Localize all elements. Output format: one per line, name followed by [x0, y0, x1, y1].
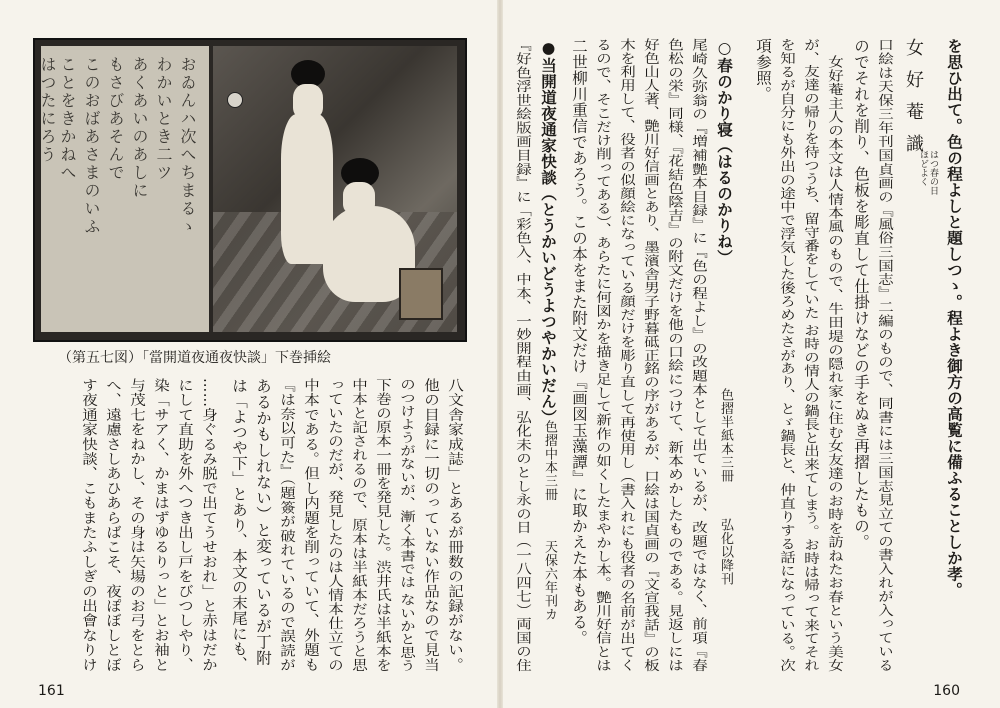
- calligraphy-line: ことをきかねへ: [58, 56, 77, 182]
- text-line: ……身ぐるみ脱で出てうせおれ」と赤はだか: [200, 378, 218, 672]
- text-line: 項参照。: [754, 38, 772, 102]
- text-line: 木を利用して、役者の似顔絵になっている顔だけを彫り直して再使用し（書入れにも役者の名前が出てく: [618, 38, 636, 672]
- text-line: 口絵は天保三年刊国貞画の『風俗三国志』二編のもので、同書には三国志見立ての書入れが入っている: [876, 38, 894, 672]
- figure-head: [293, 84, 323, 118]
- preface-signature: 女好菴識: [903, 38, 924, 166]
- ruby-annotation: はつ春の日: [928, 150, 938, 195]
- text-line: 『好色浮世絵版画目録』に「彩色入、中本、一妙開程由画、弘化未のとし永の日（一八四七）両国の住: [514, 38, 532, 672]
- section-heading: ○春のかり寝（はるのかりね）: [715, 38, 734, 266]
- text-line: のつけようがないが、漸く本書では ないかと思う: [398, 378, 416, 672]
- wooden-bucket: [399, 268, 443, 320]
- text-line: 下巻の原本一冊を発見した。渋井氏は半紙本を: [374, 378, 392, 672]
- illustration-text-panel: [38, 46, 209, 332]
- calligraphy-line: わかいとき二ツ: [154, 56, 173, 182]
- text-line: 二世柳川重信であろう。この本をまた附文だけ『画図玉藻譚』に取かえた本もある。: [570, 38, 588, 646]
- book-gutter: [497, 0, 503, 708]
- text-line: を思ひ出て。色の程よしと題しつゝ。程よき御方の高覧に備ふることしか孝。: [945, 38, 964, 598]
- text-line: 与茂七をねかし、その身は矢場のお弓をとら: [128, 378, 146, 672]
- figure-caption: （第五七図）「當開道夜通夜快談」下巻挿絵: [58, 350, 331, 366]
- circle-mark: [227, 92, 243, 108]
- text-line: 染「サアく、かまはずゆるりっと」とお袖と: [152, 378, 170, 672]
- text-line: 尾崎久弥翁の『増補艶本目録』に『色の程よし』の改題本として出ているが、改題ではなく、前項『春: [690, 38, 708, 672]
- text-line: す夜通家快談、こもまたふしぎの出會なりけ: [80, 378, 98, 672]
- calligraphy-line: もさびあそんで: [106, 56, 125, 182]
- text-line: 中本と記されるので、原本は半紙本だろうと思: [350, 378, 368, 672]
- text-line: あるかもしれない）と変っているが丁附: [254, 378, 272, 666]
- text-line: のでそれを削り、色板を彫直して仕掛けなどの手をぬき再摺したもの。: [852, 38, 870, 550]
- text-line: にして直助を外へつき出し戸をびつしやり、: [176, 378, 194, 672]
- text-line: は「よつや下」とあり、本文の末尾にも、: [230, 378, 248, 672]
- page-number: 161: [38, 683, 65, 699]
- calligraphy-line: あくあいのあしに: [130, 56, 149, 200]
- text-line: 好色山人著、艶川好信画とあり、墨濱舎男子野暮砥正銘の序があるが、口絵は国貞画の『文宣我話』の板: [642, 38, 660, 672]
- text-line: るので、そこだけ削ってある）、あらたに何図かを描き足して新作の如くしたまやかし本。艶川好信とは: [594, 38, 612, 672]
- book-format: 色摺中本三冊: [542, 420, 557, 501]
- text-line: を知るが自分にも外出の途中で浮気した後ろめたさがあり、とゞ鍋長と、仲直りする話になっている。次: [778, 38, 796, 672]
- calligraphy-line: はつたにろう: [38, 56, 57, 164]
- woodblock-illustration: [33, 38, 467, 342]
- book-format: 色摺半紙本三冊: [718, 388, 733, 483]
- text-line: 他の目録に一切のっていない作品なので見当: [422, 378, 440, 672]
- text-line: 女好菴主人の本文は人情本風のもので、牛田堤の隠れ家に住む女友達のお時を訪ねたお春という美女: [826, 55, 844, 672]
- text-line: 『は奈以可た』（題簽が破れているので誤読が: [278, 378, 296, 672]
- calligraphy-line: このおばあさまのいふ: [82, 56, 101, 236]
- calligraphy-line: おゐんハ次へちまるゝ: [178, 56, 197, 236]
- publication-date: 弘化以降刊: [718, 518, 733, 586]
- text-line: へ、遠慮さしあひあらばこそ、夜ぽぼしとぼ: [104, 378, 122, 672]
- ruby-annotation: ほどよく: [918, 150, 928, 186]
- illustration-scene: [213, 46, 457, 332]
- text-line: が、友達の帰りを待つうち、留守番をしていた お時の情人の鍋長と出来てしまう。お時は帰って来てそれ: [802, 38, 820, 672]
- text-line: っていたのだが、発見したのは人情本仕立ての: [326, 378, 344, 672]
- publication-date: 天保六年刊カ: [542, 540, 557, 621]
- text-line: 八文舎家成誌」とあるが冊数の記録がない。: [446, 378, 464, 672]
- text-line: 中本である。但し内題を削っていて、外題も: [302, 378, 320, 672]
- page-number: 160: [933, 683, 960, 699]
- text-line: 色松の栄』同様、『花結色陰吉』の附文だけを他の口絵につけて、新本めかしたものである。見返しには: [666, 38, 684, 672]
- section-heading: ●当開道夜通家快談（とうかいどうよつやかいだん）: [539, 38, 558, 426]
